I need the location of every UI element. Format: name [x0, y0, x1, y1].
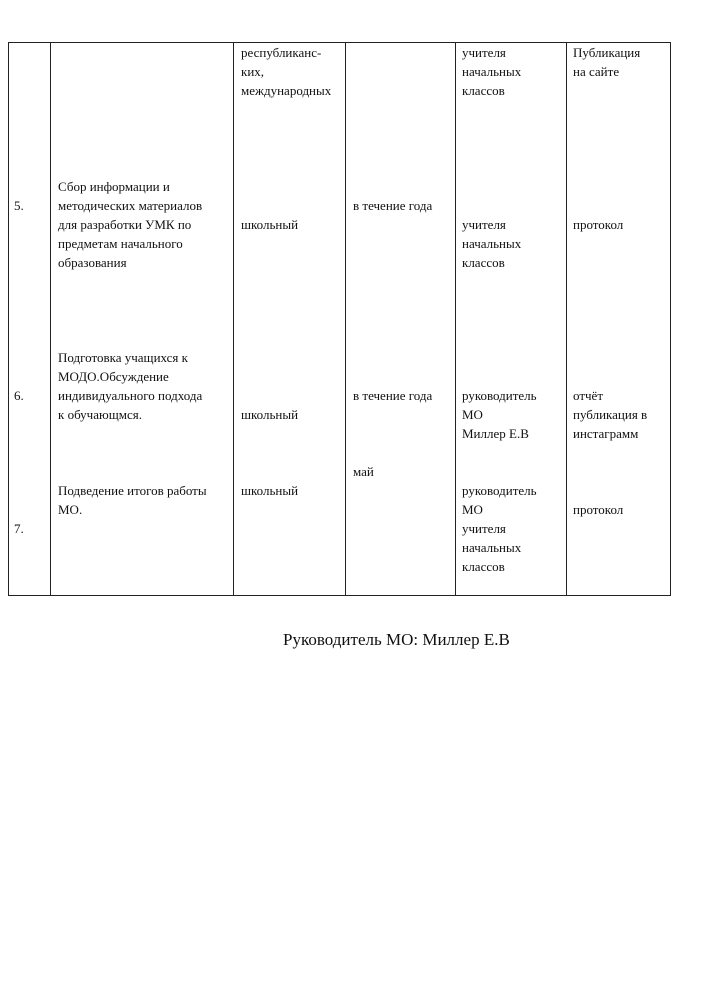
signature-line: Руководитель МО: Миллер Е.В	[283, 630, 510, 649]
row-responsible-cell: учителя начальных классов	[462, 217, 522, 270]
row-event-cell: Подготовка учащихся к МОДО.Обсуждение индивидуального подхода к обучающмся.	[58, 350, 203, 422]
row-responsible-cell: руководитель МО Миллер Е.В	[462, 388, 537, 441]
table-col-border	[566, 42, 567, 596]
table-col-border	[233, 42, 234, 596]
table-top-border	[8, 42, 671, 43]
row-number: 7.	[14, 521, 24, 536]
row-level-cell: школьный	[241, 217, 299, 232]
row-number: 5.	[14, 198, 24, 213]
row-event-cell: Сбор информации и методических материалов для разработки УМК по предметам начального образования	[58, 179, 203, 270]
row-result-cell: Публикация на сайте	[573, 45, 641, 79]
table-col-border	[455, 42, 456, 596]
row-responsible-cell: учителя начальных классов	[462, 45, 522, 98]
row-date-cell: в течение года	[353, 198, 433, 213]
row-event-cell: Подведение итогов работы МО.	[58, 483, 207, 517]
row-level-cell: школьный	[241, 407, 299, 422]
table-col-border	[345, 42, 346, 596]
table-col-border	[50, 42, 51, 596]
row-date-cell: май	[353, 464, 374, 479]
row-level-cell: школьный	[241, 483, 299, 498]
row-level-cell: республиканс- ких, международных	[241, 45, 332, 98]
row-result-cell: протокол	[573, 502, 624, 517]
table-col-border	[670, 42, 671, 596]
row-number: 6.	[14, 388, 24, 403]
row-result-cell: протокол	[573, 217, 624, 232]
row-date-cell: в течение года	[353, 388, 433, 403]
table-col-border	[8, 42, 9, 596]
table-bottom-border	[8, 595, 671, 596]
row-result-cell: отчёт публикация в инстаграмм	[573, 388, 648, 441]
row-responsible-cell: руководитель МО учителя начальных классов	[462, 483, 537, 574]
